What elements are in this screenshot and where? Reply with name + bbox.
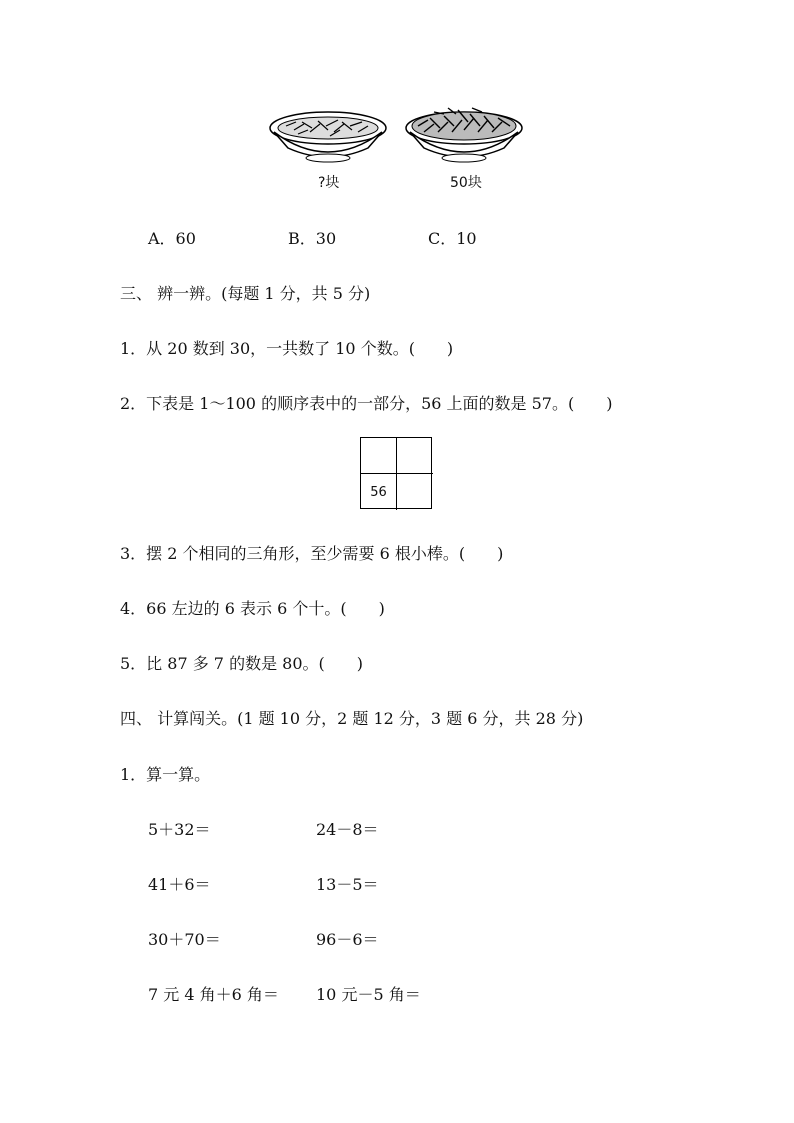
calc-left: 41＋6＝	[148, 875, 211, 894]
calc-right: 96－6＝	[316, 930, 379, 949]
option-c: C．10	[428, 229, 477, 248]
section3-title: 三、 辨一辨。(每题 1 分，共 5 分)	[120, 284, 371, 303]
question-4: 4．66 左边的 6 表示 6 个十。( )	[120, 599, 385, 618]
bowl-image-right	[404, 102, 524, 168]
grid-cell-56: 56	[361, 474, 397, 510]
subquestion-1: 1．算一算。	[120, 765, 211, 784]
calc-right: 10 元－5 角＝	[316, 985, 421, 1004]
calc-right: 24－8＝	[316, 820, 379, 839]
calc-left: 7 元 4 角＋6 角＝	[148, 985, 279, 1004]
grid-cell	[397, 438, 433, 474]
bowl-label-left: ?块	[318, 175, 340, 191]
grid-cell	[361, 438, 397, 474]
section4-title: 四、 计算闯关。(1 题 10 分，2 题 12 分，3 题 6 分，共 28 分)	[120, 709, 584, 728]
option-a: A．60	[148, 229, 196, 248]
question-1: 1．从 20 数到 30，一共数了 10 个数。( )	[120, 339, 454, 358]
question-2: 2．下表是 1～100 的顺序表中的一部分，56 上面的数是 57。( )	[120, 394, 613, 413]
question-5: 5．比 87 多 7 的数是 80。( )	[120, 654, 363, 673]
option-b: B．30	[288, 229, 337, 248]
calc-left: 5＋32＝	[148, 820, 211, 839]
grid-cell	[397, 474, 433, 510]
calc-left: 30＋70＝	[148, 930, 221, 949]
calc-right: 13－5＝	[316, 875, 379, 894]
bowl-label-right: 50块	[450, 175, 482, 191]
number-grid	[360, 437, 432, 509]
bowl-image-left	[268, 108, 388, 168]
question-3: 3．摆 2 个相同的三角形，至少需要 6 根小棒。( )	[120, 544, 504, 563]
